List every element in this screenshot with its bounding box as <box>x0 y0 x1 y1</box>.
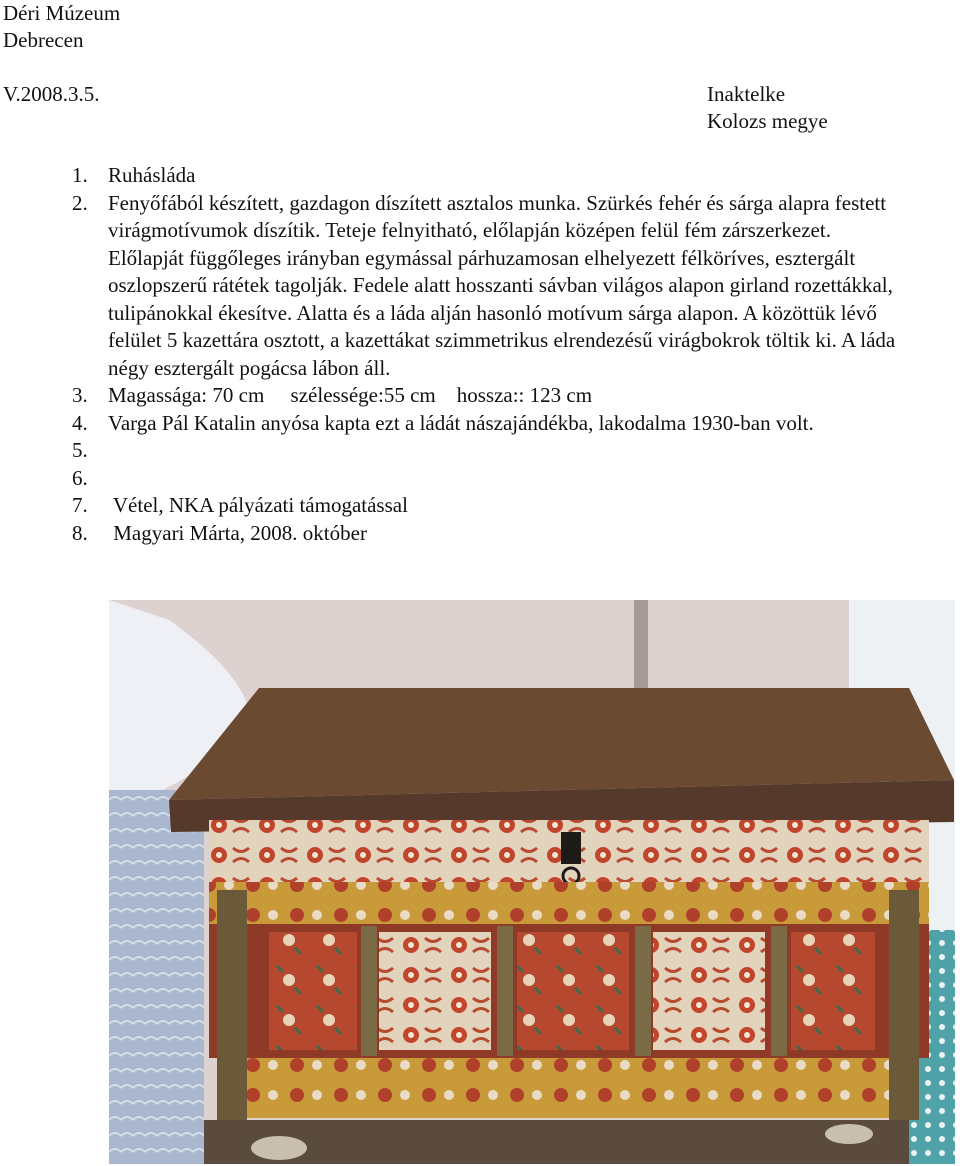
item-number: 7. <box>72 493 88 517</box>
item-text: Ruhásláda <box>108 163 196 187</box>
item-number: 8. <box>72 520 88 545</box>
item-number: 1. <box>72 163 88 187</box>
item-number: 5. <box>72 438 88 462</box>
item-text: Magyari Márta, 2008. október <box>108 520 367 545</box>
item-number: 6. <box>72 465 88 490</box>
item-text: Varga Pál Katalin anyósa kapta ezt a ládát nászajándékba, lakodalma 1930-ban volt. <box>108 410 814 435</box>
inventory-number: V.2008.3.5. <box>3 82 100 106</box>
museum-name: Déri Múzeum <box>3 1 121 25</box>
item-text: Fenyőfából készített, gazdagon díszített asztalos munka. Szürkés fehér és sárga alapra festett virágmotívumok díszítik. Teteje felnyitható, előlapján középen felül fém zárszerkezet. Előlapját függőleges irányban egymással párhuzamosan elhelyezett félköríves, esztergált oszlopszerű rátétek tagolják. Fedele alatt hosszanti sávban világos alapon girland rozettákkal, tulipánokkal ékesítve. Alatta és a láda alján hasonló motívum sárga alapon. A közöttük lévő felület 5 kazettára osztott, a kazettákat szimmetrikus elrendezésű virágbokrok töltik ki. A láda négy esztergált pogácsa lábon áll. <box>108 190 896 380</box>
chest-illustration <box>109 600 955 1164</box>
list-item <box>0 437 900 465</box>
list-item <box>0 162 900 190</box>
item-number: 2. <box>72 190 88 215</box>
list-item <box>0 520 900 548</box>
item-number: 4. <box>72 410 88 435</box>
item-number: 3. <box>72 383 88 407</box>
item-text: Vétel, NKA pályázati támogatással <box>108 493 408 517</box>
painted-chest-photo <box>109 600 955 1164</box>
list-item <box>0 382 900 410</box>
list-item <box>0 465 900 493</box>
item-text: Magassága: 70 cm szélessége:55 cm hossza:: 123 cm <box>108 383 593 407</box>
location-village: Inaktelke <box>707 82 786 106</box>
list-item <box>0 410 900 438</box>
list-item <box>0 190 900 383</box>
description-list <box>0 162 900 547</box>
list-item <box>0 492 900 520</box>
city-name: Debrecen <box>3 28 84 52</box>
location-county: Kolozs megye <box>707 109 828 133</box>
